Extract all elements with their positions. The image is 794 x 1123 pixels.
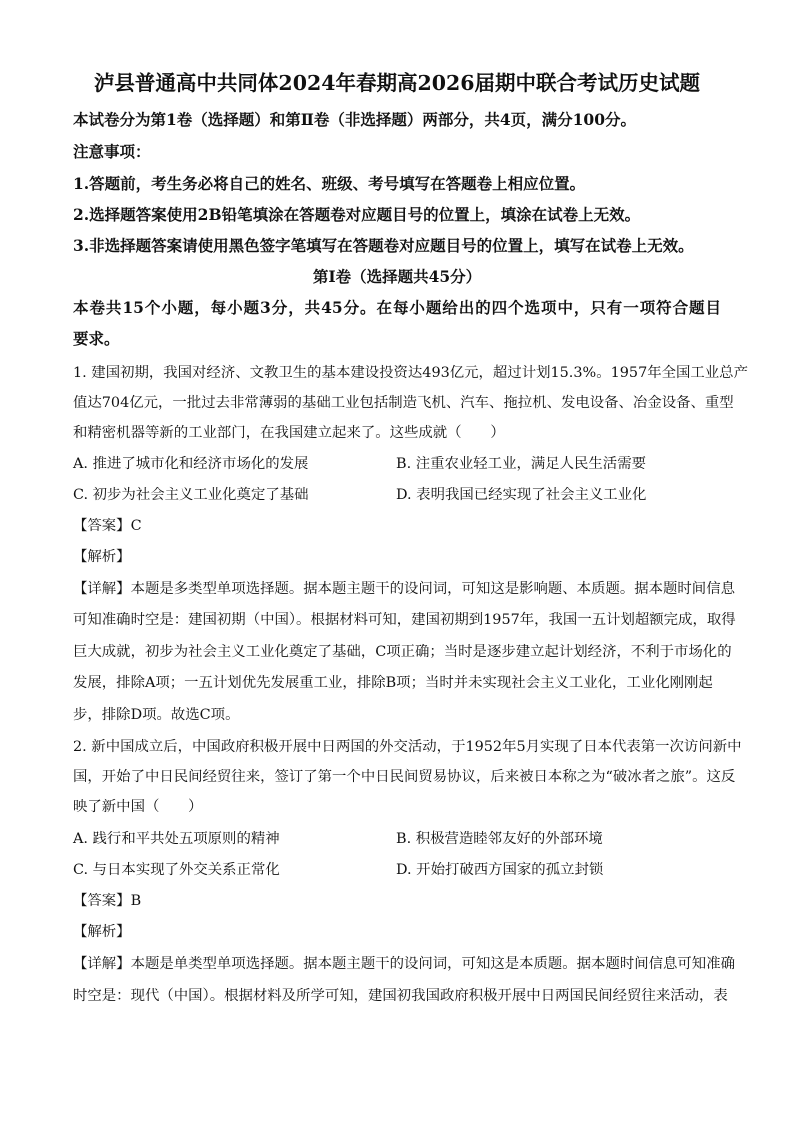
detail-text: 【详解】本题是多类型单项选择题。据本题主题干的设问词，可知这是影响题、本质题。据本题时间信息 xyxy=(73,581,735,597)
detail-text: 【详解】本题是单类型单项选择题。据本题主题干的设问词，可知这是本质题。据本题时间信息可知准确 xyxy=(73,956,735,972)
detail-text: 步，排除D项。故选C项。 xyxy=(73,707,240,723)
note-item: 2.选择题答案使用2B铅笔填涂在答题卷对应题目号的位置上，填涂在试卷上无效。 xyxy=(73,205,641,224)
exam-intro: 本试卷分为第1卷（选择题）和第Ⅱ卷（非选择题）两部分，共4页，满分100分。 xyxy=(73,110,636,129)
option-b: B. 注重农业轻工业，满足人民生活需要 xyxy=(396,456,646,472)
option-d: D. 表明我国已经实现了社会主义工业化 xyxy=(396,487,647,503)
section-desc: 要求。 xyxy=(73,329,120,348)
option-c: C. 初步为社会主义工业化奠定了基础 xyxy=(73,487,309,503)
note-item: 3.非选择题答案请使用黑色签字笔填写在答题卷对应题目号的位置上，填写在试卷上无效。 xyxy=(73,236,694,255)
question-stem: 映了新中国（ ） xyxy=(73,799,203,815)
question-stem: 值达704亿元，一批过去非常薄弱的基础工业包括制造飞机、汽车、拖拉机、发电设备、冶金设备、重型 xyxy=(73,395,734,411)
option-d: D. 开始打破西方国家的孤立封锁 xyxy=(396,862,604,878)
option-a: A. 推进了城市化和经济市场化的发展 xyxy=(73,456,309,472)
question-stem: 1. 建国初期，我国对经济、文教卫生的基本建设投资达493亿元，超过计划15.3%。1957年全国工业总产 xyxy=(73,365,748,381)
option-b: B. 积极营造睦邻友好的外部环境 xyxy=(396,831,603,847)
notes-heading: 注意事项： xyxy=(73,142,151,161)
section-title: 第Ⅰ卷（选择题共45分） xyxy=(312,267,482,286)
answer-label: 【答案】B xyxy=(73,893,142,909)
question-stem: 国，开始了中日民间经贸往来，签订了第一个中日民间贸易协议，后来被日本称之为“破冰者之旅”。这反 xyxy=(73,769,736,785)
option-c: C. 与日本实现了外交关系正常化 xyxy=(73,862,280,878)
note-item: 1.答题前，考生务必将自己的姓名、班级、考号填写在答题卷上相应位置。 xyxy=(73,174,586,193)
detail-text: 时空是：现代（中国）。根据材料及所学可知，建国初我国政府积极开展中日两国民间经贸往来活动，表 xyxy=(73,988,728,1004)
answer-label: 【答案】C xyxy=(73,518,142,534)
analysis-label: 【解析】 xyxy=(73,924,131,940)
detail-text: 可知准确时空是：建国初期（中国）。根据材料可知，建国初期到1957年，我国一五计划超额完成，取得 xyxy=(73,612,736,628)
detail-text: 发展，排除A项；一五计划优先发展重工业，排除B项；当时并未实现社会主义工业化，工业化刚刚起 xyxy=(73,675,713,691)
detail-text: 巨大成就，初步为社会主义工业化奠定了基础，C项正确；当时是逐步建立起计划经济，不利于市场化的 xyxy=(73,644,732,660)
question-stem: 2. 新中国成立后，中国政府积极开展中日两国的外交活动，于1952年5月实现了日本代表第一次访问新中 xyxy=(73,739,742,755)
exam-title: 泸县普通高中共同体2024年春期高2026届期中联合考试历史试题 xyxy=(93,71,701,95)
question-stem: 和精密机器等新的工业部门，在我国建立起来了。这些成就（ ） xyxy=(73,425,505,441)
section-desc: 本卷共15个小题，每小题3分，共45分。在每小题给出的四个选项中，只有一项符合题目 xyxy=(73,298,721,317)
analysis-label: 【解析】 xyxy=(73,549,131,565)
option-a: A. 践行和平共处五项原则的精神 xyxy=(73,831,280,847)
